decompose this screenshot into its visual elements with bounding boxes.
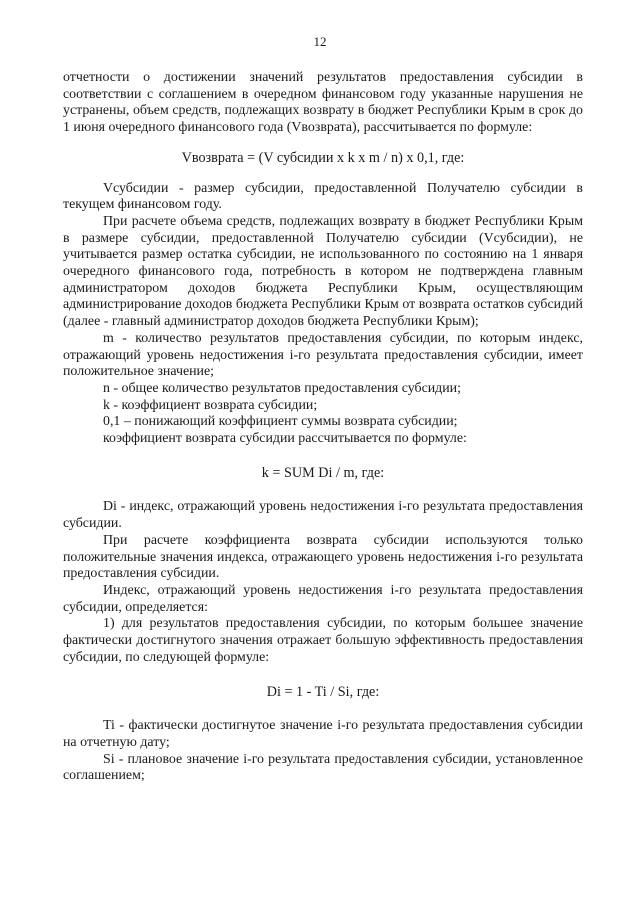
- paragraph-calculation-intro: отчетности о достижении значений результатов предоставления субсидии в соответствии с соглашением в очередном финансовом году указанные нарушения не устранены, объем средств, подлежащих возврату в бюджет Республики Крым в срок до 1 июня очередного финансового года (Vвозврата), рассчитывается по формуле:: [63, 70, 583, 136]
- paragraph-di-definition: Di - индекс, отражающий уровень недостижения i-го результата предоставления субсидии.: [63, 499, 583, 532]
- formula-di: Di = 1 - Ti / Si, где:: [266, 683, 380, 700]
- formula-refund-volume: Vвозврата = (V субсидии x k x m / n) x 0,1, где:: [181, 149, 465, 166]
- page-number: 12: [313, 34, 327, 49]
- paragraph-case-one: 1) для результатов предоставления субсидии, по которым большее значение фактически достигнутого значения отражает большую эффективность предоставления субсидии, по следующей формуле:: [63, 616, 583, 665]
- formula-k: k = SUM Di / m, где:: [261, 464, 385, 481]
- paragraph-positive-values: При расчете коэффициента возврата субсидии используются только положительные значения индекса, отражающего уровень недостижения i-го результата предоставления субсидии.: [63, 532, 583, 582]
- paragraph-calculation-note: При расчете объема средств, подлежащих возврату в бюджет Республики Крым в размере субсидии, предоставленной Получателю субсидии (Vсубсидии), не учитывается размер остатка субсидии, не использованного по состоянию на 1 января очередного финансового года, потребность в котором не подтверждена главным администратором доходов бюджета Республики Крым, осуществляющим администрирование доходов бюджета Республики Крым от возврата остатков субсидий (далее - главный администратор доходов бюджета Республики Крым);: [63, 213, 583, 330]
- paragraph-index-determined: Индекс, отражающий уровень недостижения i-го результата предоставления субсидии, определяется:: [63, 582, 583, 615]
- paragraph-v-subsidy: Vсубсидии - размер субсидии, предоставленной Получателю субсидии в текущем финансовом году.: [63, 180, 583, 213]
- paragraph-reduction-coefficient: 0,1 – понижающий коэффициент суммы возврата субсидии;: [103, 414, 458, 430]
- paragraph-si-definition: Si - плановое значение i-го результата предоставления субсидии, установленное соглашением;: [63, 751, 583, 784]
- paragraph-k-formula-intro: коэффициент возврата субсидии рассчитывается по формуле:: [103, 431, 467, 447]
- paragraph-k-definition: k - коэффициент возврата субсидии;: [103, 397, 318, 413]
- paragraph-n-definition: n - общее количество результатов предоставления субсидии;: [103, 380, 461, 396]
- paragraph-ti-definition: Ti - фактически достигнутое значение i-го результата предоставления субсидии на отчетную дату;: [63, 718, 583, 750]
- paragraph-m-definition: m - количество результатов предоставления субсидии, по которым индекс, отражающий уровень недостижения i-го результата предоставления субсидии, имеет положительное значение;: [63, 330, 583, 380]
- document-body: [63, 70, 583, 785]
